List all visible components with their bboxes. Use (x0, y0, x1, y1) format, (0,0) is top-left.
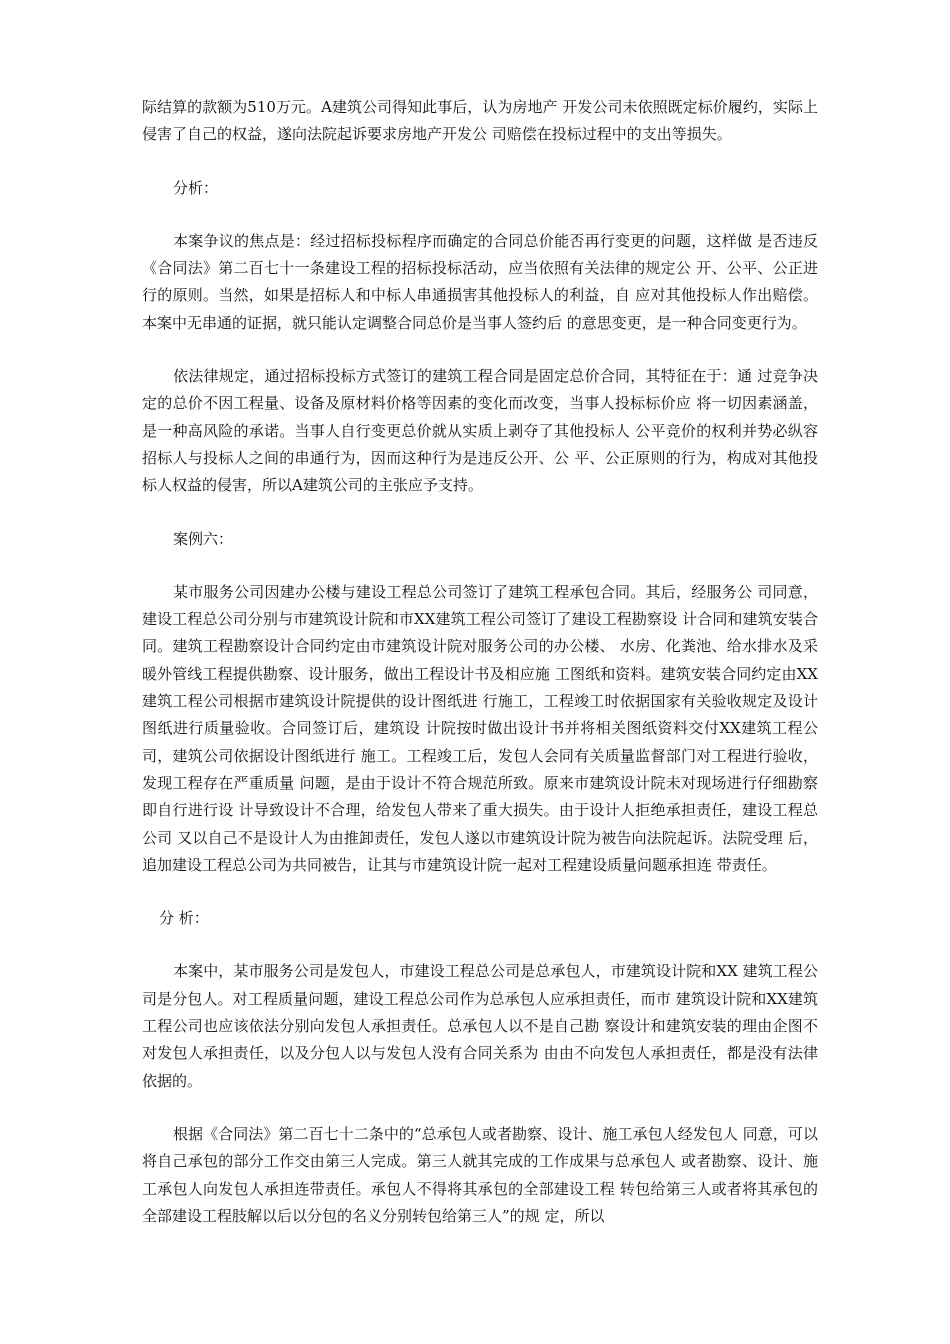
paragraph-legal-rule-1: 依法律规定，通过招标投标方式签订的建筑工程合同是固定总价合同，其特征在于：通 过竞争决定的总价不因工程量、设备及原材料价格等因素的变化而改变，当事人投标标价应 将一切因素涵盖，是一种高风险的承诺。当事人自行变更总价就从实质上剥夺了其他投标人 公平竞价的权利并势必纵容招标人与投标人之间的串通行为，因而这种行为是违反公开、公 平、公正原则的行为，构成对其他投标人权益的侵害，所以A建筑公司的主张应予支持。 (142, 367, 818, 495)
heading-analysis-2: 分 析： (159, 909, 209, 928)
paragraph-analysis-1: 本案争议的焦点是：经过招标投标程序而确定的合同总价能否再行变更的问题，这样做 是否违反《合同法》第二百七十一条建设工程的招标投标活动，应当依照有关法律的规定公 开、公平、公正进行的原则。当然，如果是招标人和中标人串通损害其他投标人的利益，自 应对其他投标人作出赔偿。本案中无串通的证据，就只能认定调整合同总价是当事人签约后 的意思变更，是一种合同变更行为。 (142, 231, 818, 332)
paragraph-case-six: 某市服务公司因建办公楼与建设工程总公司签订了建筑工程承包合同。其后，经服务公 司同意，建设工程总公司分别与市建筑设计院和市XX建筑工程公司签订了建设工程勘察设 计合同和建筑安装合同。建筑工程勘察设计合同约定由市建筑设计院对服务公司的办公楼、 水房、化粪池、给水排水及采暖外管线工程提供勘察、设计服务，做出工程设计书及相应施 工图纸和资料。建筑安装合同约定由XX建筑工程公司根据市建筑设计院提供的设计图纸进 行施工，工程竣工时依据国家有关验收规定及设计图纸进行质量验收。合同签订后，建筑设 计院按时做出设计书并将相关图纸资料交付XX建筑工程公司，建筑公司依据设计图纸进行 施工。工程竣工后，发包人会同有关质量监督部门对工程进行验收，发现工程存在严重质量 问题，是由于设计不符合规范所致。原来市建筑设计院未对现场进行仔细勘察即自行进行设 计导致设计不合理，给发包人带来了重大损失。由于设计人拒绝承担责任，建设工程总公司 又以自己不是设计人为由推卸责任，发包人遂以市建筑设计院为被告向法院起诉。法院受理 后，追加建设工程总公司为共同被告，让其与市建筑设计院一起对工程建设质量问题承担连 带责任。 (142, 582, 818, 874)
paragraph-analysis-2: 本案中，某市服务公司是发包人，市建设工程总公司是总承包人，市建筑设计院和XX 建筑工程公司是分包人。对工程质量问题，建设工程总公司作为总承包人应承担责任，而市 建筑设计院和XX建筑工程公司也应该依法分别向发包人承担责任。总承包人以不是自己勘 察设计和建筑安装的理由企图不对发包人承担责任，以及分包人以与发包人没有合同关系为 由由不向发包人承担责任，都是没有法律依据的。 (142, 962, 818, 1090)
heading-case-six: 案例六： (173, 529, 234, 548)
document-page (142, 94, 818, 1256)
heading-analysis-1: 分析： (173, 178, 219, 197)
paragraph-intro: 际结算的款额为510万元。A建筑公司得知此事后，认为房地产 开发公司未依照既定标价履约，实际上侵害了自己的权益，遂向法院起诉要求房地产开发公 司赔偿在投标过程中的支出等损失。 (142, 98, 818, 144)
paragraph-legal-rule-2: 根据《合同法》第二百七十二条中的“总承包人或者勘察、设计、施工承包人经发包人 同意，可以将自己承包的部分工作交由第三人完成。第三人就其完成的工作成果与总承包人 或者勘察、设计、施工承包人向发包人承担连带责任。承包人不得将其承包的全部建设工程 转包给第三人或者将其承包的全部建设工程肢解以后以分包的名义分别转包给第三人”的规 定，所以 (142, 1124, 818, 1225)
